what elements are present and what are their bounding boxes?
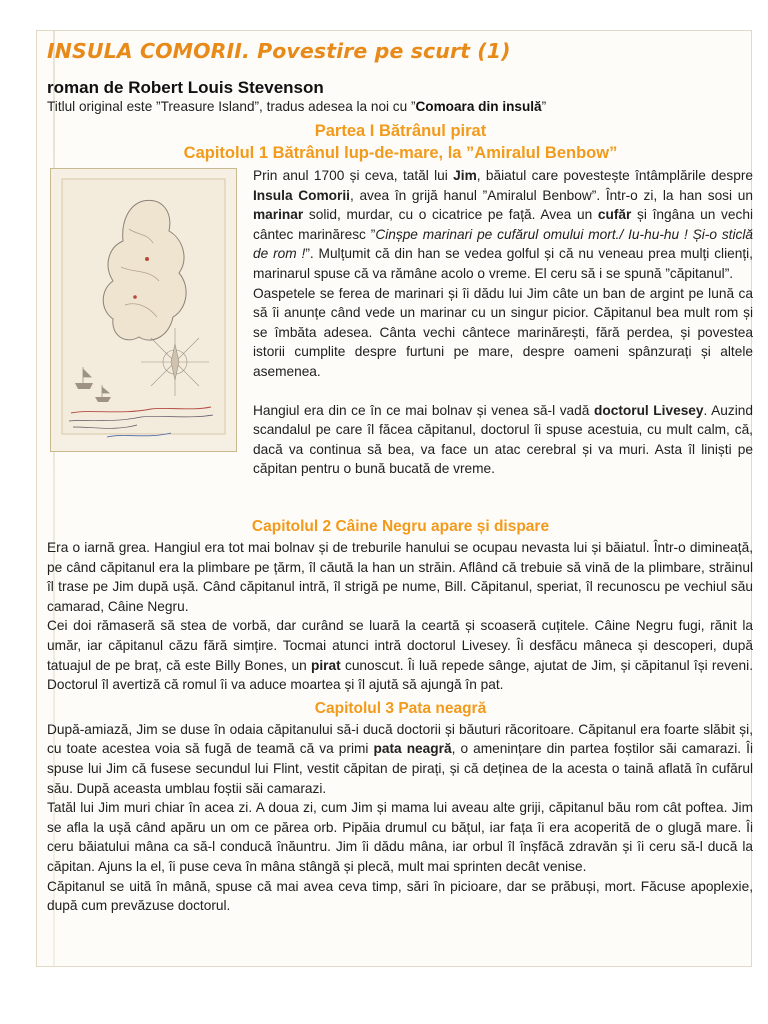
chapter-1-text bbox=[253, 166, 753, 479]
part-heading: Partea I Bătrânul pirat bbox=[314, 122, 487, 140]
chapter-3-paragraph-1: După-amiază, Jim se duse în odaia căpitanului să-i ducă doctorii și băuturi răcoritoare. Căpitanul era foarte slăbit și, cu toate acestea voia să fugă de teamă că va primi pata neagră, o amenințare din partea foștilor săi camarazi. Îi spuse lui Jim că fusese secundul lui Flint, vestit căpitan de pirați, și că deținea de la acesta o taină aflată în cufărul său. După aceasta umblau foștii săi camarazi. bbox=[47, 721, 753, 796]
article-title: INSULA COMORII. Povestire pe scurt (1) bbox=[47, 39, 511, 63]
chapter-2-paragraph-2: Cei doi rămaseră să stea de vorbă, dar curând se luară la ceartă și scoaseră cuțitele. Câine Negru fugi, rănit la umăr, iar căpitanul căzu fără simțire. Tocmai atunci intră doctorul Livesey. Îi desfăcu mâneca și descoperi, după tatuajul de pe braț, că este Billy Bones, un pirat cunoscut. Îi luă repede sânge, ajutat de Jim, și căpitanul își reveni. Doctorul îl avertiză că romul îi va aduce moartea și îl ajută să ajungă în pat. bbox=[47, 618, 753, 693]
bold-term: doctorul Livesey bbox=[593, 402, 704, 418]
chapter-1-heading: Capitolul 1 Bătrânul lup-de-mare, la ”Amiralul Benbow” bbox=[183, 144, 618, 162]
chapter-3-paragraph-2: Tatăl lui Jim muri chiar în acea zi. A doua zi, cum Jim și mama lui aveau alte griji, căpitanul bău rom cât poftea. Jim se afla la ușă când apăru un om ce părea orb. Pipăia drumul cu bățul, iar fața îi era acoperită de o glugă mare. Îi ceru băiatului mâna ca să-l conducă înăuntru. Jim îi dădu mâna, iar orbul îl înșfăcă zdravăn și îi ceru să-l ducă la căpitan. Ajuns la el, îi puse ceva în mâna stângă și plecă, mult mai sprinten decât venise. bbox=[47, 800, 753, 874]
chapter-2-text bbox=[47, 538, 754, 695]
chapter-3-heading: Capitolul 3 Pata neagră bbox=[314, 699, 487, 717]
original-title-note bbox=[47, 98, 754, 116]
bold-term: cufăr bbox=[597, 207, 632, 223]
bold-term: Insula Comorii bbox=[253, 187, 350, 203]
treasure-map-image bbox=[50, 168, 237, 452]
chapter-1-paragraph-3: Hangiul era din ce în ce mai bolnav și venea să-l vadă doctorul Livesey. Auzind scandalul pe care îl făcea căpitanul, doctorul îi spuse acestuia, cu mult calm, că, dacă va continua să bea, va face un atac cerebral și va muri. Asta îl liniști pe căpitan pentru o bună bucată de vreme. bbox=[253, 402, 754, 477]
subtitle-bold: Comoara din insulă bbox=[415, 99, 542, 114]
bold-term: marinar bbox=[253, 207, 304, 223]
bold-term: pirat bbox=[311, 657, 341, 673]
chapter-1-paragraph-2: Oaspetele se ferea de marinari și îi dădu lui Jim câte un ban de argint pe lună ca să îi anunțe când vede un marinar cu un singur picior. Căpitanul bea mult rom și se îmbăta adesea. Cânta vechi cântece marinărești, fără perdea, și povestea istorii cumplite despre furtuni pe mare, despre oameni spânzurați și altele asemenea. bbox=[253, 285, 753, 379]
chapter-1-paragraph-1: Prin anul 1700 și ceva, tatăl lui Jim, băiatul care povestește întâmplările despre Insula Comorii, avea în grijă hanul ”Amiralul Benbow”. Într-o zi, la han sosi un marinar solid, murdar, cu o cicatrice pe față. Avea un cufăr și îngâna un vechi cântec marinăresc ”Cinșpe marinari pe cufărul omului mort./ Iu-hu-hu ! Și-o sticlă de rom !”. Mulțumit că din han se vedea golful și că nu veneau prea mulți clienți, marinarul spuse că va rămâne acolo o vreme. El ceru să i se spună ”căpitanul”. bbox=[253, 168, 754, 281]
subtitle-suffix: ” bbox=[541, 99, 547, 114]
chapter-2-paragraph-1: Era o iarnă grea. Hangiul era tot mai bolnav și de treburile hanului se ocupau nevasta lui și băiatul. Într-o dimineață, pe când căpitanul era la plimbare pe țărm, îl căută la han un străin. Aflând că trebuie să vină de la plimbare, străinul îl trase pe Jim după ușă. Când căpitanul intră, îl strigă pe nume, Bill. Căpitanul, speriat, îl recunoscu pe vechiul său camarad, Câine Negru. bbox=[47, 540, 753, 614]
chapter-1-block bbox=[47, 166, 754, 515]
chapter-3-text bbox=[47, 720, 754, 916]
author-line: roman de Robert Louis Stevenson bbox=[47, 78, 324, 97]
bold-term: pata neagră bbox=[373, 741, 452, 757]
chapter-3-paragraph-3: Căpitanul se uită în mână, spuse că mai avea ceva timp, sări în picioare, dar se prăbuși, mort. Făcuse apoplexie, după cum prevăzuse doctorul. bbox=[47, 878, 753, 914]
bold-term: Jim bbox=[453, 168, 477, 183]
map-icon bbox=[51, 169, 236, 451]
italic-quote: Cinșpe marinari pe cufărul omului mort./ Iu-hu-hu ! Și-o sticlă de rom ! bbox=[253, 226, 754, 262]
subtitle-prefix: Titlul original este ”Treasure Island”, tradus adesea la noi cu ” bbox=[47, 99, 416, 114]
article bbox=[47, 38, 754, 916]
chapter-2-heading: Capitolul 2 Câine Negru apare și dispare bbox=[251, 518, 550, 535]
